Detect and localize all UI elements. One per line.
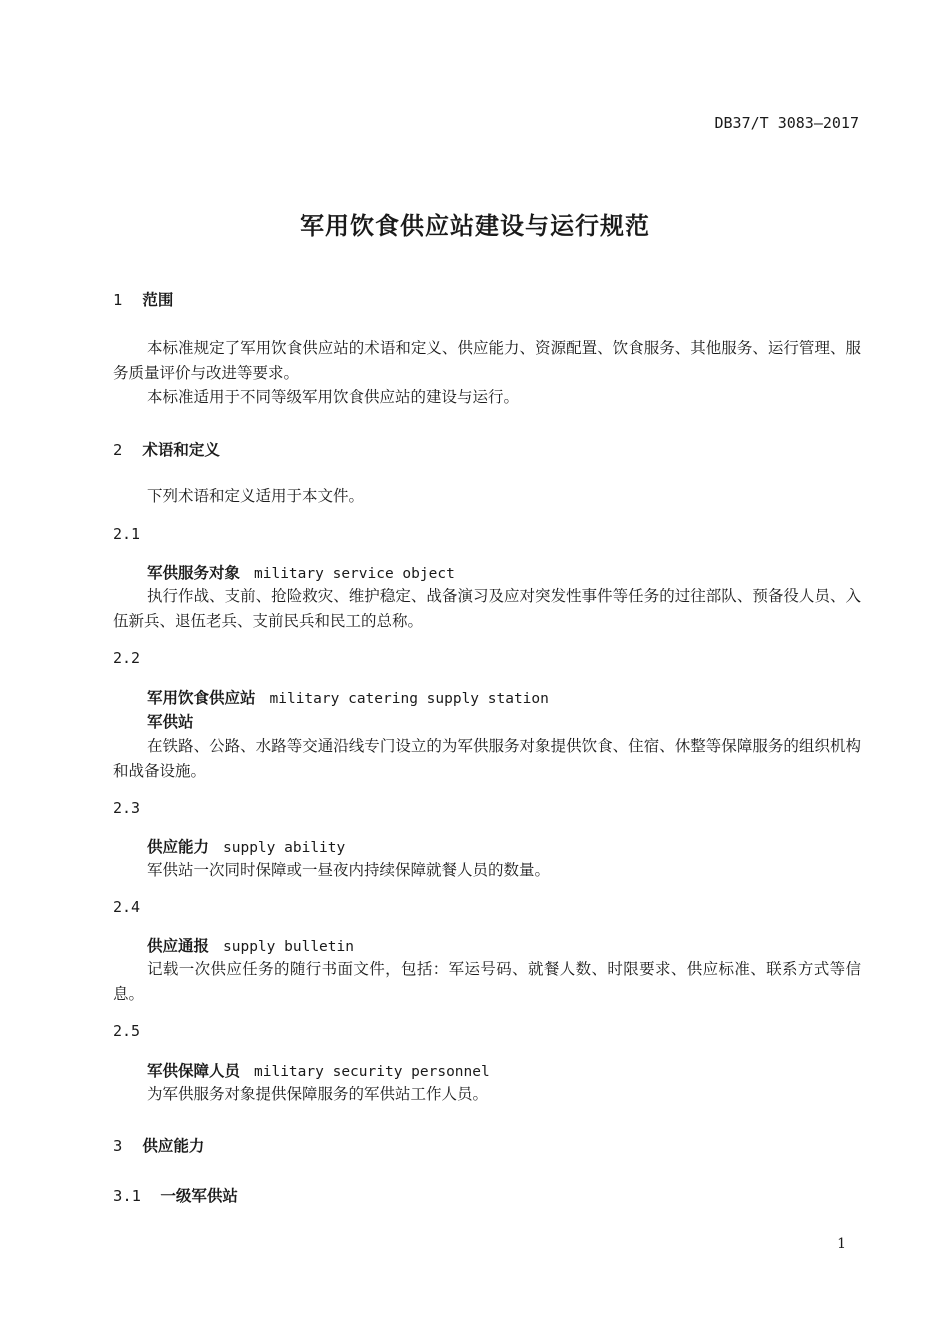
- term-english: military catering supply station: [269, 691, 549, 707]
- section-title: 供应能力: [142, 1137, 205, 1155]
- term-number: 2.5: [113, 1022, 141, 1040]
- term-english: supply bulletin: [223, 939, 354, 955]
- document-title: 军用饮食供应站建设与运行规范: [300, 212, 650, 240]
- term-definition: 为军供服务对象提供保障服务的军供站工作人员。: [147, 1085, 489, 1103]
- term-chinese: 军供保障人员: [147, 1062, 241, 1080]
- term-entry: [147, 835, 345, 857]
- section-number: 1: [113, 291, 123, 309]
- term-number: 2.4: [113, 898, 141, 916]
- term-alias-text: 军供站: [147, 713, 194, 731]
- section-1-heading: [113, 288, 173, 310]
- section-title: 范围: [142, 291, 174, 309]
- term-number: 2.2: [113, 649, 141, 667]
- term-english: supply ability: [223, 840, 346, 856]
- term-definition: 记载一次供应任务的随行书面文件，包括：军运号码、就餐人数、时限要求、供应标准、联系方式等信息。: [113, 960, 861, 1003]
- section-number: 2: [113, 441, 123, 459]
- term-entry: [147, 561, 455, 583]
- terms-intro-paragraph: 下列术语和定义适用于本文件。: [147, 487, 365, 505]
- term-english: military service object: [254, 566, 455, 582]
- term-entry: [147, 934, 354, 956]
- term-chinese: 军用饮食供应站: [147, 689, 256, 707]
- subsection-3-1-heading: [113, 1184, 238, 1206]
- subsection-number: 3.1: [113, 1187, 141, 1205]
- term-chinese: 军供服务对象: [147, 564, 241, 582]
- subsection-title: 一级军供站: [160, 1187, 238, 1205]
- term-definition: 军供站一次同时保障或一昼夜内持续保障就餐人员的数量。: [147, 861, 551, 879]
- section-title: 术语和定义: [142, 441, 220, 459]
- scope-paragraph-2: 本标准适用于不同等级军用饮食供应站的建设与运行。: [147, 388, 520, 406]
- term-english: military security personnel: [254, 1064, 490, 1080]
- term-definition: 在铁路、公路、水路等交通沿线专门设立的为军供服务对象提供饮食、住宿、休整等保障服务的组织机构和战备设施。: [113, 737, 861, 780]
- term-chinese: 供应能力: [147, 838, 210, 856]
- term-number: 2.3: [113, 799, 141, 817]
- scope-paragraph-1: 本标准规定了军用饮食供应站的术语和定义、供应能力、资源配置、饮食服务、其他服务、运行管理、服务质量评价与改进等要求。: [113, 339, 861, 382]
- page-number: 1: [837, 1236, 846, 1252]
- section-number: 3: [113, 1137, 123, 1155]
- term-definition: 执行作战、支前、抢险救灾、维护稳定、战备演习及应对突发性事件等任务的过往部队、预备役人员、入伍新兵、退伍老兵、支前民兵和民工的总称。: [113, 587, 861, 630]
- section-2-heading: [113, 438, 220, 460]
- term-entry: [147, 686, 549, 708]
- term-number: 2.1: [113, 525, 141, 543]
- section-3-heading: [113, 1134, 204, 1156]
- term-chinese: 供应通报: [147, 937, 210, 955]
- term-entry: [147, 1059, 490, 1081]
- term-alias: [147, 710, 194, 732]
- standard-code: DB37/T 3083—2017: [714, 114, 859, 132]
